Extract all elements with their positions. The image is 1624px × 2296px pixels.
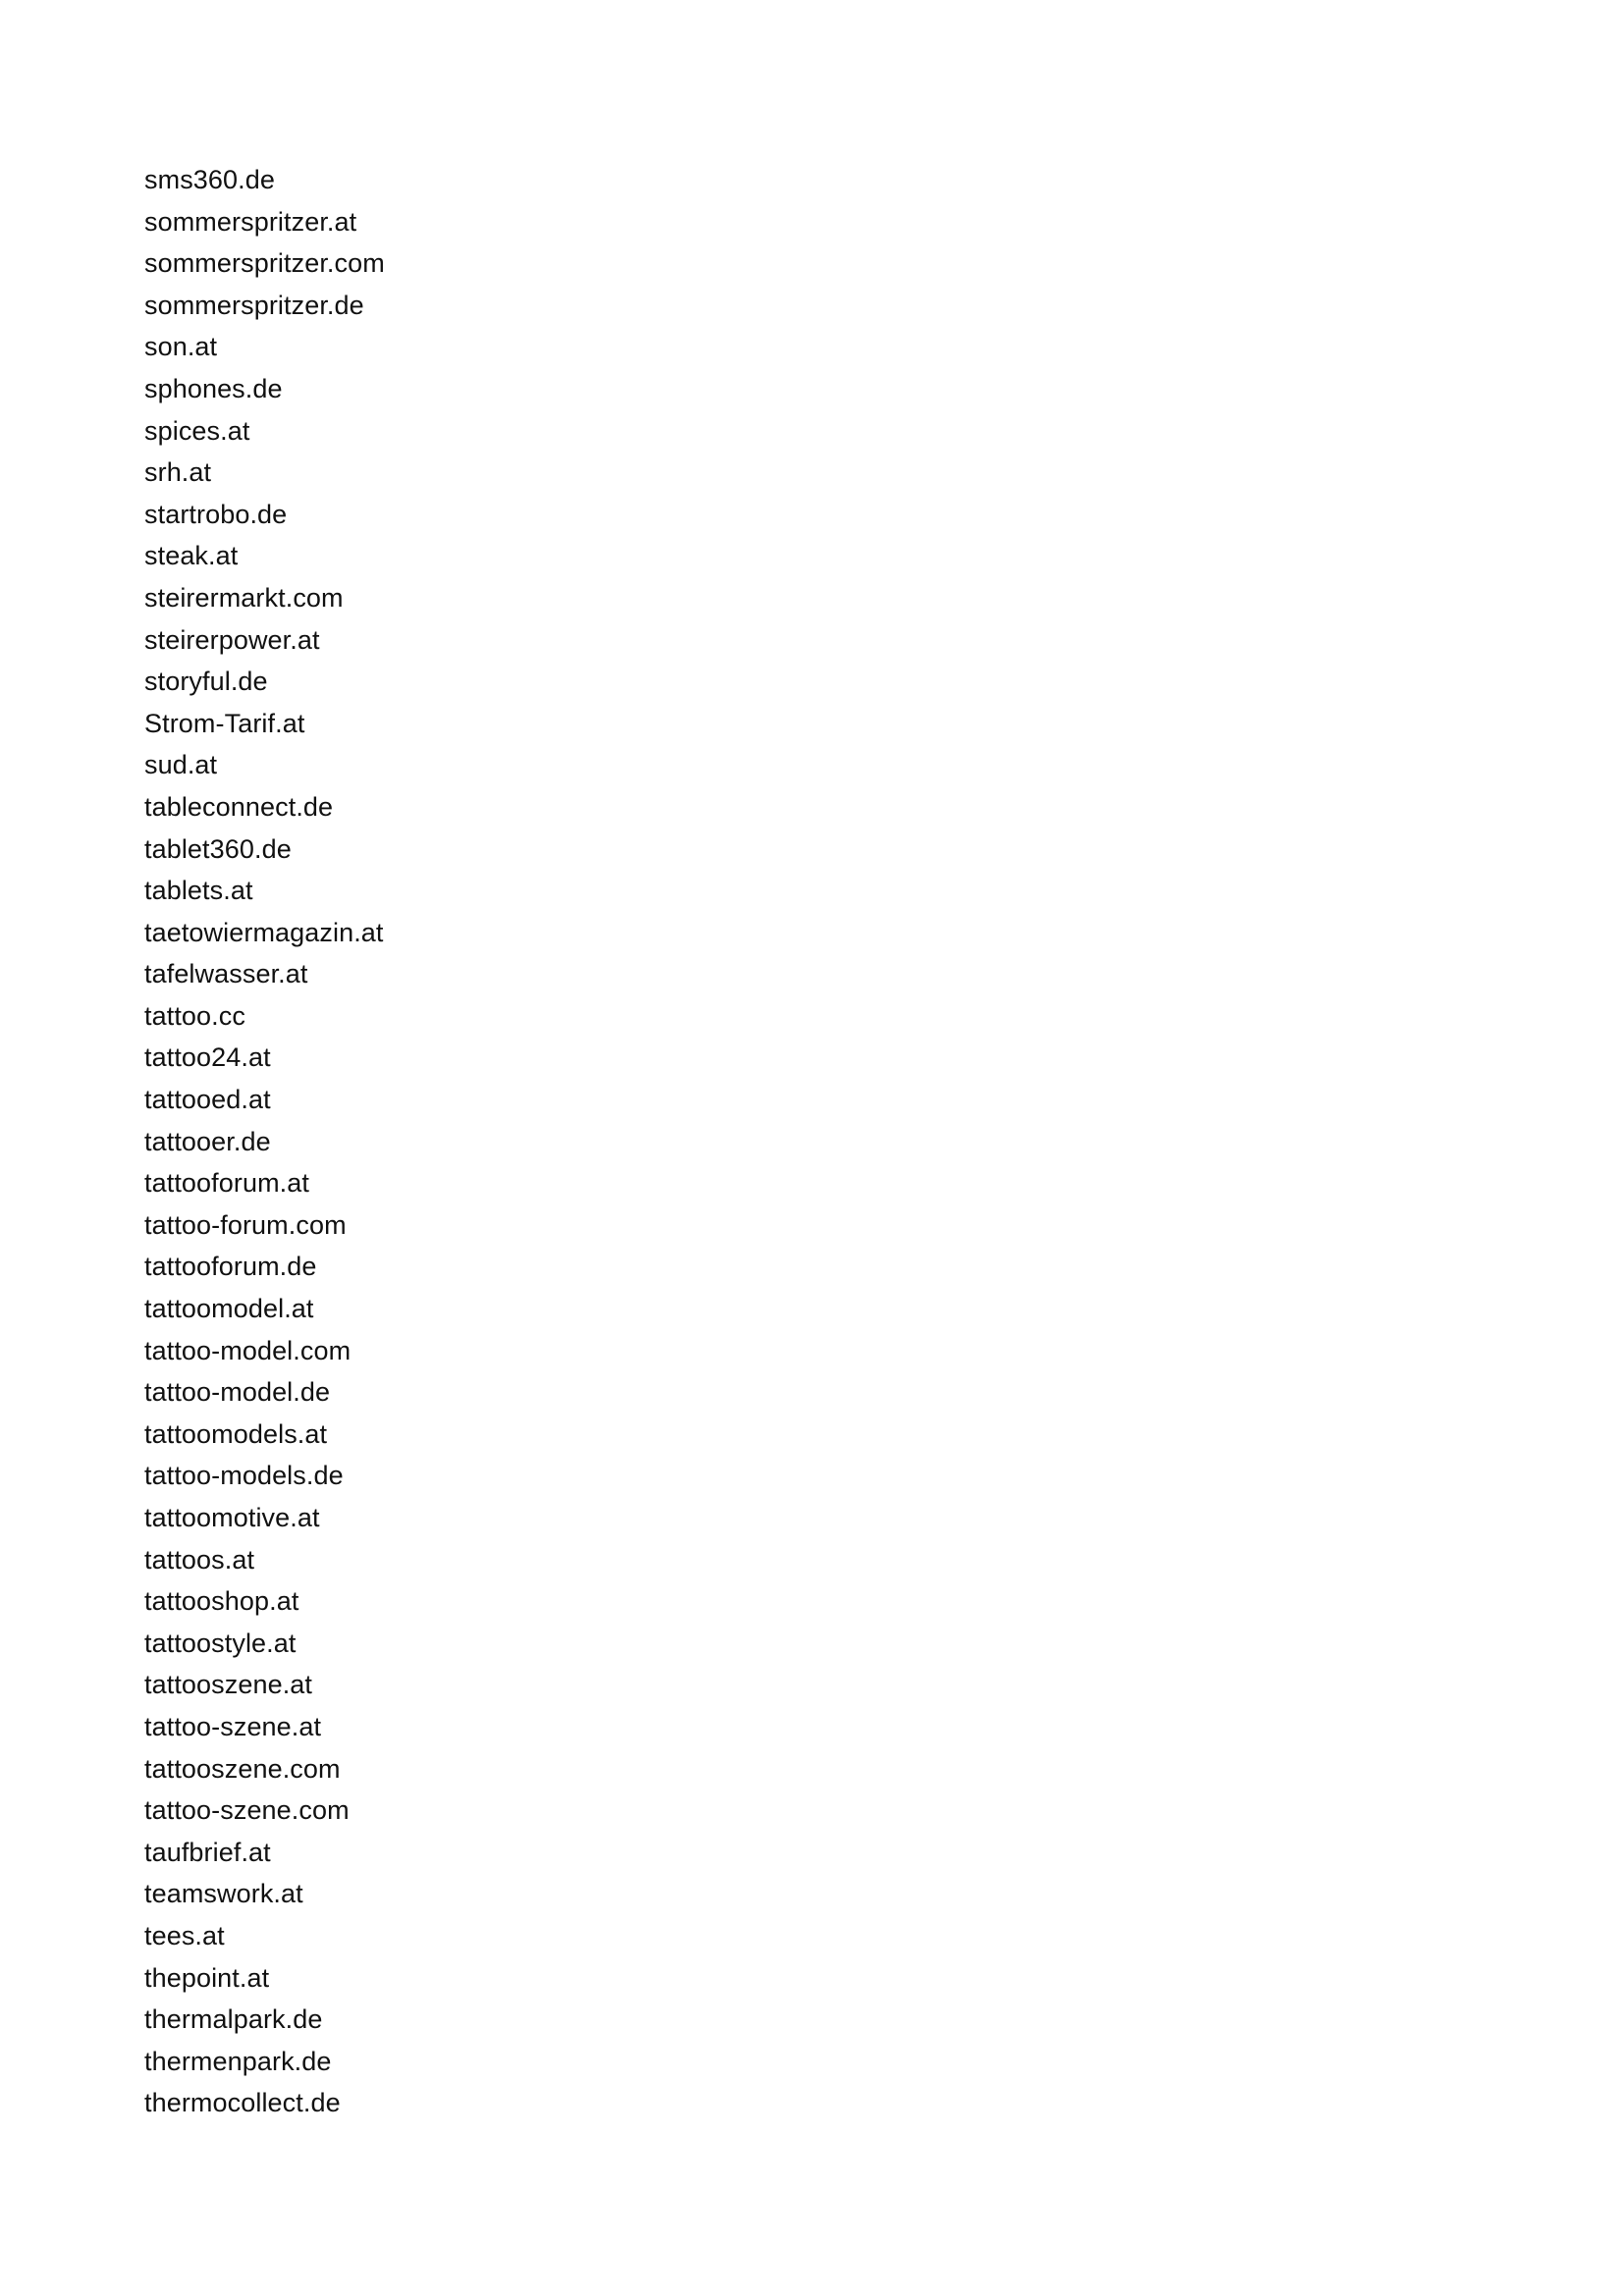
domain-entry: tattooszene.at — [144, 1670, 313, 1700]
domain-entry: thepoint.at — [144, 1962, 270, 1993]
domain-entry: tattoomotive.at — [144, 1503, 320, 1532]
domain-entry: thermocollect.de — [144, 2088, 341, 2118]
domain-entry: teamswork.at — [144, 1879, 303, 1909]
domain-entry: sommerspritzer.de — [144, 290, 364, 320]
domain-entry: tattoo-szene.at — [144, 1711, 322, 1741]
domain-entry: Strom-Tarif.at — [144, 708, 305, 738]
domain-entry: tattooszene.com — [144, 1753, 341, 1784]
domain-entry: tattooforum.de — [144, 1252, 317, 1282]
domain-entry: tattoo24.at — [144, 1042, 271, 1073]
domain-entry: startrobo.de — [144, 499, 288, 529]
domain-entry: tattooer.de — [144, 1126, 271, 1156]
domain-entry: tattooshop.at — [144, 1586, 299, 1617]
domain-entry: steirermarkt.com — [144, 582, 344, 613]
domain-entry: tattoo-model.de — [144, 1377, 331, 1408]
domain-entry: spices.at — [144, 415, 250, 446]
domain-entry: taufbrief.at — [144, 1837, 271, 1867]
domain-entry: sphones.de — [144, 373, 283, 403]
domain-entry: tattoostyle.at — [144, 1628, 297, 1658]
domain-entry: thermalpark.de — [144, 2004, 323, 2035]
domain-entry: tafelwasser.at — [144, 959, 308, 989]
domain-entry: tattoo-szene.com — [144, 1795, 350, 1826]
domain-entry: steak.at — [144, 541, 239, 571]
domain-entry: sommerspritzer.at — [144, 206, 357, 237]
domain-entry: tableconnect.de — [144, 791, 334, 822]
domain-entry: tattoo-forum.com — [144, 1209, 347, 1240]
domain-entry: tees.at — [144, 1920, 225, 1950]
domain-entry: sud.at — [144, 750, 218, 780]
domain-entry: tablet360.de — [144, 833, 292, 864]
domain-entry: son.at — [144, 332, 218, 362]
domain-entry: tattoomodels.at — [144, 1418, 328, 1449]
domain-entry: tattoo.cc — [144, 1000, 245, 1031]
domain-entry: tattoo-models.de — [144, 1461, 344, 1491]
domain-entry: storyful.de — [144, 667, 268, 697]
domain-entry: tattoo-model.com — [144, 1335, 352, 1365]
domain-entry: tattooed.at — [144, 1085, 271, 1115]
domain-list — [144, 159, 385, 2124]
domain-entry: steirerpower.at — [144, 624, 320, 655]
domain-entry: sms360.de — [144, 165, 275, 194]
domain-entry: taetowiermagazin.at — [144, 917, 384, 947]
domain-entry: sommerspritzer.com — [144, 248, 385, 279]
domain-entry: thermenpark.de — [144, 2046, 332, 2076]
domain-entry: tattooforum.at — [144, 1168, 309, 1199]
domain-entry: srh.at — [144, 457, 212, 488]
domain-entry: tattoomodel.at — [144, 1294, 314, 1324]
domain-entry: tablets.at — [144, 876, 253, 906]
domain-entry: tattoos.at — [144, 1544, 255, 1575]
